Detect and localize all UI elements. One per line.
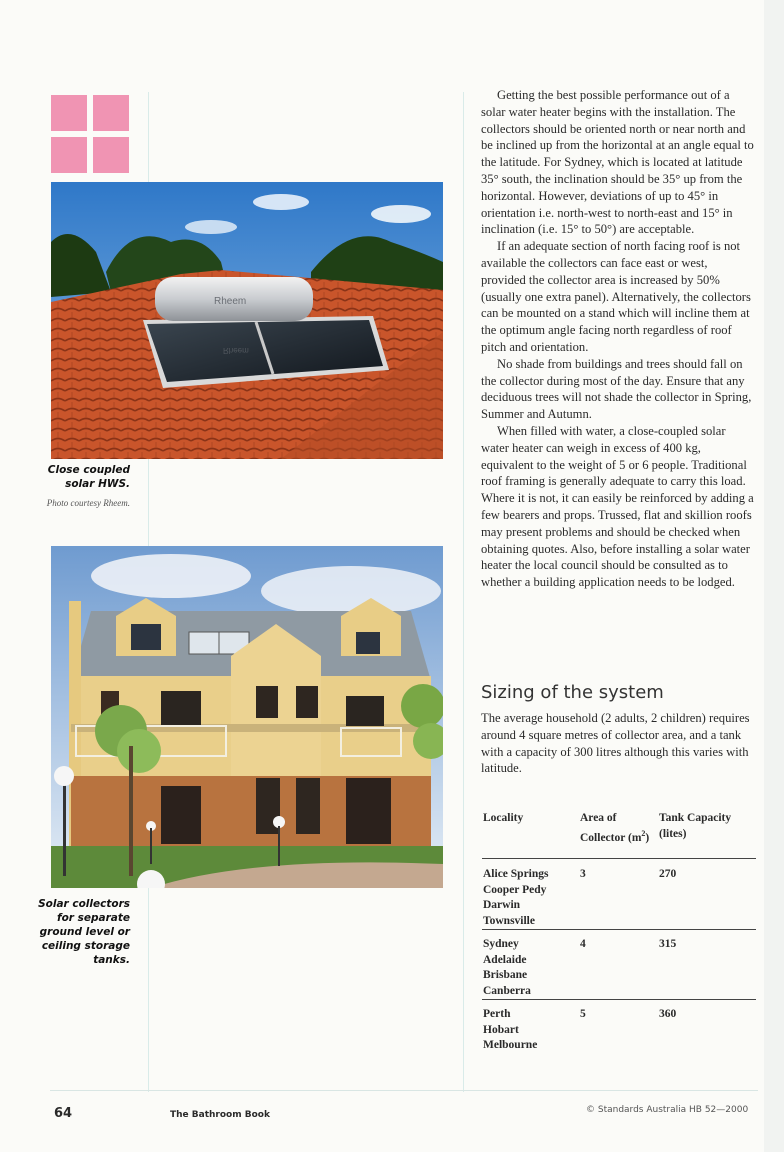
footer-rule <box>50 1090 758 1091</box>
row-localities <box>483 937 531 999</box>
paragraph-installation: Getting the best possible performance out of a solar water heater begins with the installation. The collectors should be oriented north or near north and be inclined up from the horizontal at an angle equal to the latitude. For Sydney, which is located at latitude 35° south, the inclination should be 35° up from the horizontal. However, deviations of up to 45° in orientation i.e. north-west to north-east and 15° in inclination (i.e. 15° to 50°) are acceptable. <box>481 88 754 237</box>
row-tank: 315 <box>659 938 677 950</box>
locality: Adelaide <box>483 953 527 966</box>
row-tank: 270 <box>659 868 677 880</box>
row-area: 5 <box>580 1008 586 1020</box>
section-intro <box>481 710 755 777</box>
locality: Perth <box>483 1008 511 1020</box>
table-rule <box>482 999 756 1000</box>
locality: Townsville <box>483 914 535 927</box>
section-logo <box>51 95 129 173</box>
locality: Sydney <box>483 938 519 950</box>
section-heading: Sizing of the system <box>481 682 664 703</box>
header-locality: Locality <box>483 812 524 824</box>
townhouse-photo <box>51 546 443 888</box>
caption-solar-collectors: Solar collectors for separate ground level or ceiling storage tanks. <box>38 898 130 966</box>
header-tank: Tank Capacity (lites) <box>659 812 732 840</box>
tank-brand-reflection: Rheem <box>223 346 249 355</box>
section-intro-text: The average household (2 adults, 2 children) requires around 4 square metres of collector area, and a tank with a capacity of 300 litres although this varies with latitude. <box>481 711 750 776</box>
locality: Brisbane <box>483 969 528 981</box>
body-text <box>481 87 755 591</box>
solar-hws-photo <box>51 182 443 459</box>
paragraph-weight: When filled with water, a close-coupled solar water heater can weigh in excess of 400 kg, equivalent to the weight of 5 or 6 people. Traditional roof framing is generally adequate to carry this load. Where it is not, it can easily be reinforced by adding a few bearers and props. Trussed, flat and skillion roofs may present problems and should be checked when obtaining quotes. Also, before installing a solar water heater the local council should be consulted as to whether a building application needs to be lodged. <box>481 423 754 590</box>
tank-brand: Rheem <box>214 296 247 307</box>
column-rule-right <box>463 92 464 1092</box>
locality: Alice Springs <box>483 868 549 880</box>
row-localities <box>483 867 549 929</box>
locality: Darwin <box>483 899 521 911</box>
page-number: 64 <box>54 1106 73 1121</box>
row-area: 4 <box>580 938 586 950</box>
locality: Canberra <box>483 984 531 997</box>
locality: Melbourne <box>483 1039 538 1051</box>
paragraph-shade: No shade from buildings and trees should fall on the collector during most of the day. Ensure that any deciduous trees will not shade the collector in Spring, Summer and Autumn. <box>481 356 752 422</box>
page-edge <box>764 0 784 1152</box>
photo-credit: Photo courtesy Rheem. <box>46 498 130 508</box>
locality: Hobart <box>483 1023 519 1036</box>
caption-solar-hws: Close coupled solar HWS. <box>47 464 130 490</box>
header-area-sup: 2 <box>641 829 646 838</box>
row-tank: 360 <box>659 1008 677 1020</box>
paragraph-orientation: If an adequate section of north facing roof is not available the collectors can face east or west, provided the collector area is increased by 50% (usually one extra panel). Alternatively, the collectors can be mounted on a stand which will incline them at the optimum angle facing north regardless of roof pitch and orientation. <box>481 239 751 354</box>
header-area <box>580 810 652 846</box>
header-area-text: Area of Collector (m <box>580 812 642 844</box>
locality: Cooper Pedy <box>483 883 547 896</box>
row-area: 3 <box>580 868 586 880</box>
copyright: © Standards Australia HB 52—2000 <box>586 1105 749 1115</box>
table-rule <box>482 858 756 859</box>
header-area-close: ) <box>645 831 650 844</box>
row-localities <box>483 1007 537 1054</box>
table-rule <box>482 929 756 930</box>
book-title: The Bathroom Book <box>170 1110 270 1120</box>
